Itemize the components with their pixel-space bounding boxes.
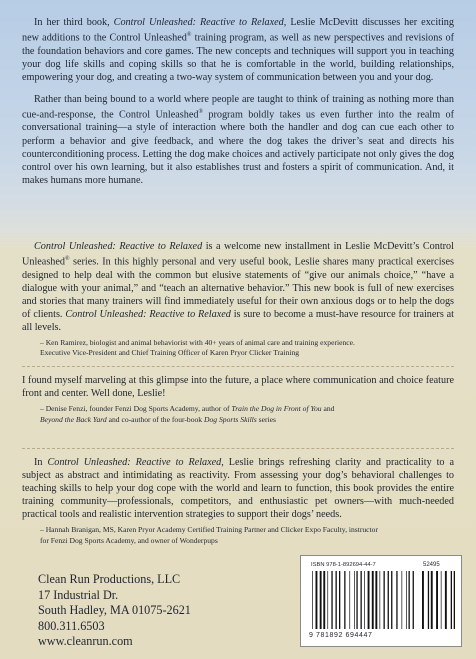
barcode-bar xyxy=(368,571,370,629)
blurb-paragraph-2: Rather than being bound to a world where people are taught to think of training as nothing more than cue-and-response, the Control Unleashed® program boldly takes us even further into the realm of conversational training—a style of interaction where both the handler and dog can cue each other to perform a behavior and give feedback, and where the dog takes the driver’s seat and directs his counterconditioning process. Letting the dog make choices and actively participate not only gives the dog control over his own learning, but it also establishes trust and fosters a spirit of communication. And, it makes humans more humane. xyxy=(22,93,454,186)
barcode-bar xyxy=(380,571,381,629)
divider xyxy=(22,448,454,449)
barcode-bar xyxy=(344,571,345,629)
price-code: 52495 xyxy=(423,562,440,568)
barcode-bar xyxy=(388,571,389,629)
publisher-street: 17 Industrial Dr. xyxy=(38,587,119,602)
registered-mark: ® xyxy=(186,32,192,39)
review-text: Control Unleashed: Reactive to Relaxed is a welcome new installment in Leslie McDevitt’s Control Unleashed® series. In this highly personal and very useful book, Leslie shares many practical exercises designed to help deal with the common but elusive statements of “give our animals choice,” “have a dialogue with your animal,” and “teach an alternative behavior.” This new book is full of new exercises and stories that many trainers will find immediately useful for their own anxious dogs or to help the dogs of clients. Control Unleashed: Reactive to Relaxed is sure to become a must-have resource for trainers at all levels. xyxy=(22,241,454,333)
barcode-bar xyxy=(372,571,374,629)
book-title: Beyond the Back Yard xyxy=(40,414,107,424)
barcode-bar xyxy=(454,571,455,629)
barcode-bar xyxy=(445,571,447,629)
book-title: Control Unleashed: Reactive to Relaxed xyxy=(34,241,203,252)
ean-digits: 9 781892 694447 xyxy=(309,632,373,639)
registered-mark: ® xyxy=(65,256,70,263)
barcode-bar xyxy=(375,571,377,629)
barcode-bar xyxy=(428,571,429,629)
barcode-addon-bars xyxy=(421,571,455,629)
book-title: Control Unleashed: Reactive to Relaxed xyxy=(47,457,222,468)
barcode-bar xyxy=(316,571,318,629)
publisher-website: www.cleanrun.com xyxy=(38,634,133,649)
barcode-bar xyxy=(361,571,362,629)
barcode-bar xyxy=(323,571,325,629)
publisher-name: Clean Run Productions, LLC xyxy=(38,572,181,586)
review-text: I found myself marveling at this glimpse into the future, a place where communication and choice feature front and center. Well done, Leslie! xyxy=(22,375,454,400)
book-title: Control Unleashed: Reactive to Relaxed xyxy=(113,17,284,28)
barcode-bar xyxy=(331,571,332,629)
review-ramirez xyxy=(22,240,454,359)
book-title: Dog Sports Skills xyxy=(204,414,257,424)
barcode-bar xyxy=(356,571,357,629)
barcode-bar xyxy=(384,571,385,629)
barcode-bar xyxy=(402,571,403,629)
review-text: In Control Unleashed: Reactive to Relaxed, Leslie brings refreshing clarity and practicality to a subject as abstract and intimidating as reactivity. From assessing your dog’s behavioral challenges to teaching skills to help your dog cope with the world and learn to function, this book provides the entire training community—professionals, competitors, and enthusiastic pet owners—with much-needed practical tools and realistic intervention strategies to support their dogs’ needs. xyxy=(22,457,454,521)
blurb-paragraph-1: In her third book, Control Unleashed: Reactive to Relaxed, Leslie McDevitt discusses her exciting new additions to the Control Unleashed® training program, as well as new perspectives and revisions of the foundation behaviors and core games. The new concepts and techniques will support you in teaching your dog life skills and coping skills so that he is comfortable in the world, building relationships, empowering your dog, and creating a two-way system of communication between you and your dog. xyxy=(22,17,454,83)
review-attribution: – Ken Ramirez, biologist and animal behaviorist with 40+ years of animal care and training experience. Executive Vice-President and Chief Training Officer of Karen Pryor Clicker Training xyxy=(40,338,355,358)
barcode-bar xyxy=(431,571,433,629)
review-branigan xyxy=(22,456,454,546)
publisher-phone: 800.311.6503 xyxy=(38,618,105,633)
barcode-bar xyxy=(391,571,392,629)
book-title: Control Unleashed: Reactive to Relaxed xyxy=(65,308,231,320)
registered-mark: ® xyxy=(198,108,204,115)
barcode-bar xyxy=(320,571,322,629)
isbn-number: ISBN 978-1-892694-44-7 xyxy=(311,562,376,568)
isbn-barcode xyxy=(300,555,462,647)
barcode-bar xyxy=(406,571,407,629)
barcode-bar xyxy=(349,571,350,629)
publisher-address xyxy=(38,572,191,650)
review-fenzi xyxy=(22,374,454,425)
barcode-bar xyxy=(339,571,340,629)
barcode-bar xyxy=(312,571,313,629)
barcode-bar xyxy=(327,571,328,629)
divider xyxy=(22,366,454,367)
barcode-bar xyxy=(436,571,438,629)
publisher-city: South Hadley, MA 01075-2621 xyxy=(38,603,191,618)
barcode-bar xyxy=(422,571,424,629)
barcode-bar xyxy=(409,571,410,629)
description-blurb xyxy=(22,16,454,187)
review-attribution: – Hannah Branigan, MS, Karen Pryor Academy Certified Training Partner and Clicker Expo Faculty, instructor for Fenzi Dog Sports Academy, and owner of Wonderpups xyxy=(40,525,378,545)
barcode-bar xyxy=(336,571,337,629)
barcode-bar xyxy=(396,571,397,629)
barcode-bar xyxy=(441,571,442,629)
barcode-bar xyxy=(364,571,365,629)
barcode-bar xyxy=(354,571,355,629)
barcode-bar xyxy=(413,571,414,629)
review-attribution: – Denise Fenzi, founder Fenzi Dog Sports Academy, author of Train the Dog in Front of You and Beyond the Back Yard and co-author of the four-book Dog Sports Skills series xyxy=(40,404,335,424)
book-title: Train the Dog in Front of You xyxy=(231,404,322,414)
barcode-bar xyxy=(451,571,452,629)
barcode-bars xyxy=(311,571,415,629)
